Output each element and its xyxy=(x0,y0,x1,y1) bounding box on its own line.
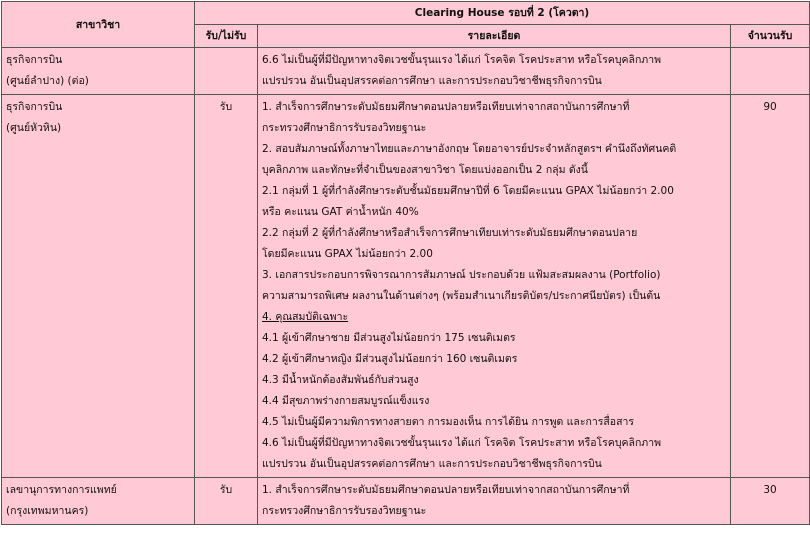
detail-line: 1. สำเร็จการศึกษาระดับมัธยมศึกษาตอนปลายหรือเทียบเท่าจากสถาบันการศึกษาที่ xyxy=(262,101,630,113)
detail-line: บุคลิกภาพ และทักษะที่จำเป็นของสาขาวิชา โดยแบ่งออกเป็น 2 กลุ่ม ดังนี้ xyxy=(262,164,588,176)
subject-line: (ศูนย์ลำปาง) (ต่อ) xyxy=(6,75,89,87)
detail-line: 4.2 ผู้เข้าศึกษาหญิง มีส่วนสูงไม่น้อยกว่า 160 เซนติเมตร xyxy=(262,353,518,365)
subject-line: (ศูนย์หัวหิน) xyxy=(6,122,62,134)
accept-cell: รับ xyxy=(195,95,258,478)
subject-line: (กรุงเทพมหานคร) xyxy=(6,505,89,517)
subject-cell xyxy=(2,48,195,95)
subject-line: ธุรกิจการบิน xyxy=(6,54,63,66)
detail-line: 4.6 ไม่เป็นผู้ที่มีปัญหาทางจิตเวชขั้นรุนแรง ได้แก่ โรคจิต โรคประสาท หรือโรคบุคลิกภาพ xyxy=(262,437,662,449)
header-round: Clearing House รอบที่ 2 (โควตา) xyxy=(195,2,810,25)
header-accept: รับ/ไม่รับ xyxy=(195,25,258,48)
accept-cell: รับ xyxy=(195,478,258,525)
table-row xyxy=(2,95,810,478)
detail-line: ความสามารถพิเศษ ผลงานในด้านต่างๆ (พร้อมสำเนาเกียรติบัตร/ประกาศนียบัตร) เป็นต้น xyxy=(262,290,661,302)
detail-line: กระทรวงศึกษาธิการรับรองวิทยฐานะ xyxy=(262,122,427,134)
header-row-1 xyxy=(2,2,810,25)
detail-line: 2.2 กลุ่มที่ 2 ผู้ที่กำลังศึกษาหรือสำเร็จการศึกษาเทียบเท่าระดับมัธยมศึกษาตอนปลาย xyxy=(262,227,638,239)
subject-cell xyxy=(2,478,195,525)
count-cell: 30 xyxy=(731,478,810,525)
detail-line: 4.1 ผู้เข้าศึกษาชาย มีส่วนสูงไม่น้อยกว่า 175 เซนติเมตร xyxy=(262,332,516,344)
subject-line: เลขานุการทางการแพทย์ xyxy=(6,484,117,496)
detail-line: โดยมีคะแนน GPAX ไม่น้อยกว่า 2.00 xyxy=(262,248,433,260)
accept-cell xyxy=(195,48,258,95)
admission-table xyxy=(1,1,810,525)
detail-line: 4.4 มีสุขภาพร่างกายสมบูรณ์แข็งแรง xyxy=(262,395,430,407)
detail-line: 4.5 ไม่เป็นผู้มีความพิการทางสายตา การมองเห็น การได้ยิน การพูด และการสื่อสาร xyxy=(262,416,635,428)
detail-line: แปรปรวน อันเป็นอุปสรรคต่อการศึกษา และการประกอบวิชาชีพธุรกิจการบิน xyxy=(262,458,602,470)
detail-line: กระทรวงศึกษาธิการรับรองวิทยฐานะ xyxy=(262,505,427,517)
detail-line: 2. สอบสัมภาษณ์ทั้งภาษาไทยและภาษาอังกฤษ โดยอาจารย์ประจำหลักสูตรฯ คำนึงถึงทัศนคติ xyxy=(262,143,677,155)
detail-line: หรือ คะแนน GAT ค่าน้ำหนัก 40% xyxy=(262,206,419,218)
header-count: จำนวนรับ xyxy=(731,25,810,48)
details-cell xyxy=(258,478,731,525)
count-cell: 90 xyxy=(731,95,810,478)
details-cell xyxy=(258,48,731,95)
table-row xyxy=(2,48,810,95)
header-subject: สาขาวิชา xyxy=(2,2,195,48)
count-cell xyxy=(731,48,810,95)
detail-line: 2.1 กลุ่มที่ 1 ผู้ที่กำลังศึกษาระดับชั้นมัธยมศึกษาปีที่ 6 โดยมีคะแนน GPAX ไม่น้อยกว่า 2.00 xyxy=(262,185,674,197)
subject-cell xyxy=(2,95,195,478)
detail-heading-special-qualifications: 4. คุณสมบัติเฉพาะ xyxy=(262,311,349,323)
subject-line: ธุรกิจการบิน xyxy=(6,101,63,113)
details-cell xyxy=(258,95,731,478)
table-row xyxy=(2,478,810,525)
header-details: รายละเอียด xyxy=(258,25,731,48)
detail-line: 4.3 มีน้ำหนักต้องสัมพันธ์กับส่วนสูง xyxy=(262,374,419,386)
detail-line: 3. เอกสารประกอบการพิจารณาการสัมภาษณ์ ประกอบด้วย แฟ้มสะสมผลงาน (Portfolio) xyxy=(262,269,661,281)
detail-line: 6.6 ไม่เป็นผู้ที่มีปัญหาทางจิตเวชขั้นรุนแรง ได้แก่ โรคจิต โรคประสาท หรือโรคบุคลิกภาพ xyxy=(262,54,662,66)
detail-line: แปรปรวน อันเป็นอุปสรรคต่อการศึกษา และการประกอบวิชาชีพธุรกิจการบิน xyxy=(262,75,602,87)
detail-line: 1. สำเร็จการศึกษาระดับมัธยมศึกษาตอนปลายหรือเทียบเท่าจากสถาบันการศึกษาที่ xyxy=(262,484,630,496)
